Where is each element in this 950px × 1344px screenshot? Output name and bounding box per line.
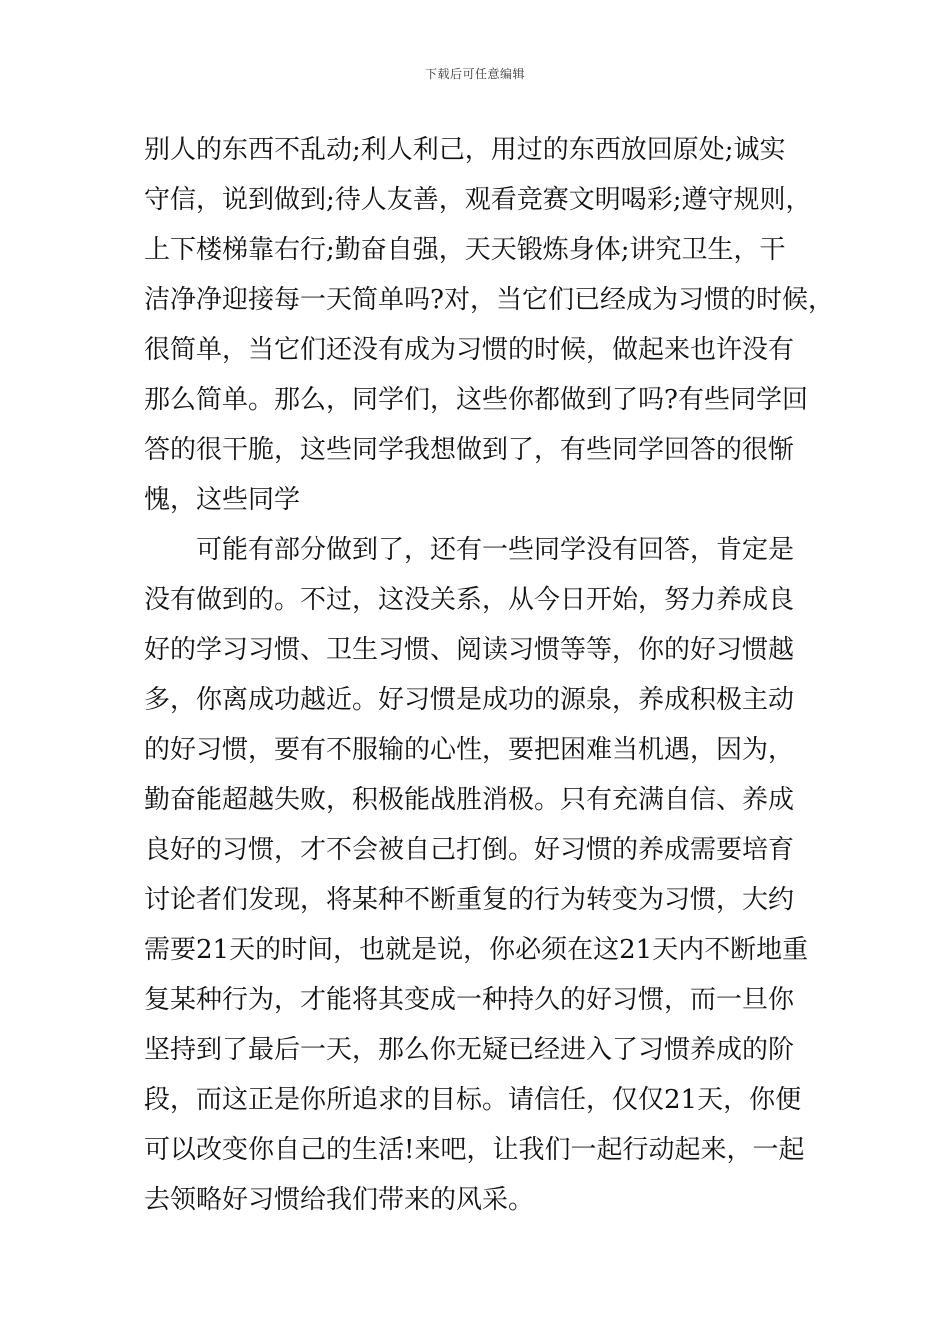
text-line: 去领略好习惯给我们带来的风采。 (144, 1185, 535, 1215)
text-line: 上下楼梯靠右行;勤奋自强，天天锻炼身体;讲究卫生，干 (144, 235, 786, 265)
text-line: 守信，说到做到;待人友善，观看竞赛文明喝彩;遵守规则， (144, 185, 812, 215)
text-line: 很简单，当它们还没有成为习惯的时候，做起来也许没有 (144, 335, 795, 365)
document-body (144, 125, 834, 1225)
text-line: 讨论者们发现，将某种不断重复的行为转变为习惯，大约 (144, 885, 795, 915)
text-line: 愧，这些同学 (144, 485, 301, 515)
text-line: 坚持到了最后一天，那么你无疑已经进入了习惯养成的阶 (144, 1035, 795, 1065)
text-line: 可以改变你自己的生活!来吧，让我们一起行动起来，一起 (144, 1135, 805, 1165)
text-line: 没有做到的。不过，这没关系，从今日开始，努力养成良 (144, 585, 795, 615)
paragraph-1 (144, 125, 834, 525)
text-line: 的好习惯，要有不服输的心性，要把困难当机遇，因为， (144, 735, 795, 765)
text-line: 可能有部分做到了，还有一些同学没有回答，肯定是 (196, 535, 795, 565)
text-line: 洁净净迎接每一天简单吗?对，当它们已经成为习惯的时候， (144, 285, 834, 315)
text-line: 需要21天的时间，也就是说，你必须在这21天内不断地重 (144, 935, 809, 965)
text-line: 那么简单。那么，同学们，这些你都做到了吗?有些同学回 (144, 385, 808, 415)
text-line: 别人的东西不乱动;利人利己，用过的东西放回原处;诚实 (144, 135, 786, 165)
page-header-note: 下载后可任意编辑 (424, 67, 525, 81)
text-line: 复某种行为，才能将其变成一种持久的好习惯，而一旦你 (144, 985, 795, 1015)
text-line: 好的学习习惯、卫生习惯、阅读习惯等等，你的好习惯越 (144, 635, 795, 665)
text-line: 段，而这正是你所追求的目标。请信任，仅仅21天，你便 (144, 1085, 802, 1115)
paragraph-2 (144, 525, 824, 1225)
text-line: 答的很干脆，这些同学我想做到了，有些同学回答的很惭 (144, 435, 795, 465)
text-line: 勤奋能超越失败，积极能战胜消极。只有充满自信、养成 (144, 785, 795, 815)
text-line: 良好的习惯，才不会被自己打倒。好习惯的养成需要培育 (144, 835, 795, 865)
text-line: 多，你离成功越近。好习惯是成功的源泉，养成积极主动 (144, 685, 795, 715)
